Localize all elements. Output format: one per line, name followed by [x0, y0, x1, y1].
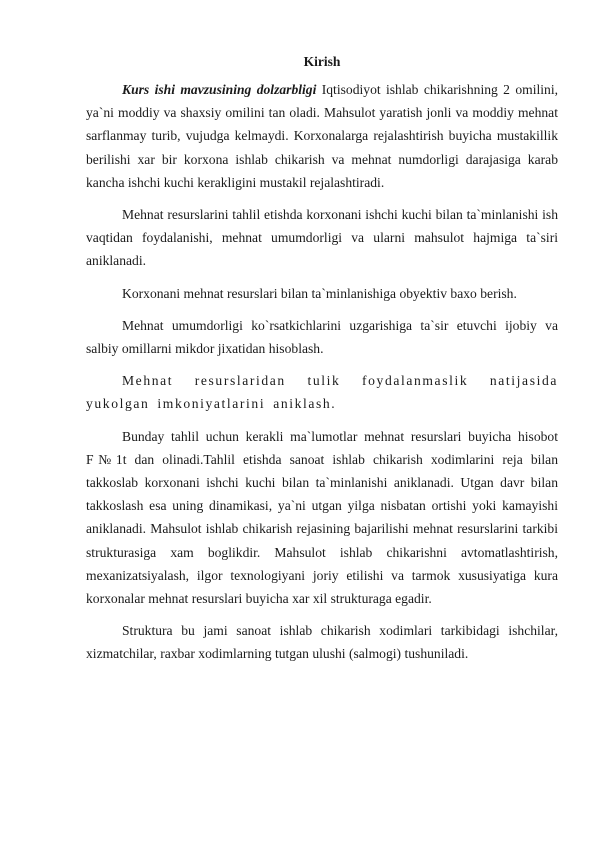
- paragraph-7: Struktura bu jami sanoat ishlab chikarish xodimlari tarkibidagi ishchilar, xizmatchilar, raxbar xodimlarning tutgan ulushi (salmogi) tushuniladi.: [86, 623, 558, 662]
- paragraph-4: Mehnat umumdorligi ko`rsatkichlarini uzgarishiga ta`sir etuvchi ijobiy va salbiy omillarni mikdor jixatidan hisoblash.: [86, 317, 558, 357]
- paragraph-3: Korxonani mehnat resurslari bilan ta`minlanishiga obyektiv baxo berish.: [122, 285, 517, 301]
- document-title: Kirish: [303, 54, 341, 69]
- paragraph-1: [86, 78, 558, 194]
- paragraph-text: Iqtisodiyot ishlab chikarishning 2 omilini, ya`ni moddiy va shaxsiy omilini tan oladi. Mahsulot yaratish jonli va moddiy mehnat sarflanmay turib, vujudga kelmaydi. Korxonalarga rejalashtirish buyicha mustakillik berilishi xar bir korxona ishlab chikarish va mehnat numdorligi darajasiga karab kancha ishchi kuchi kerakligini mustakil rejalashtiradi.: [86, 82, 558, 190]
- paragraph-5: Mehnat resurslaridan tulik foydalanmaslik natijasida yukolgan imkoniyatlarini aniklash.: [86, 373, 558, 412]
- paragraph-2: Mehnat resurslarini tahlil etishda korxonani ishchi kuchi bilan ta`minlanishi ish vaqtidan foydalanishi, mehnat umumdorligi va ularni mahsulot hajmiga ta`siri aniklanadi.: [86, 207, 558, 269]
- paragraph-lead: Kurs ishi mavzusining dolzarbligi: [122, 82, 317, 97]
- paragraph-6: Bunday tahlil uchun kerakli ma`lumotlar mehnat resurslari buyicha hisobot F№1t dan olinadi.Tahlil etishda sanoat ishlab chikarish xodimlarini reja bilan takkoslab korxonani ishchi kuchi bilan ta`minlanishi aniklanadi. Utgan davr bilan takkoslash esa uning dinamikasi, ya`ni utgan yilga nisbatan ortishi yoki kamayishi aniklanadi. Mahsulot ishlab chikarish rejasining bajarilishi mehnat resurslarini tarkibi strukturasiga xam boglikdir. Mahsulot ishlab chikarishni avtomatlashtirish, mexanizatsiyalash, ilgor texnologiyani joriy etilishi va tarmok xususiyatiga kura korxonalar mehnat resurslari buyicha xar xil strukturaga egadir.: [86, 428, 558, 607]
